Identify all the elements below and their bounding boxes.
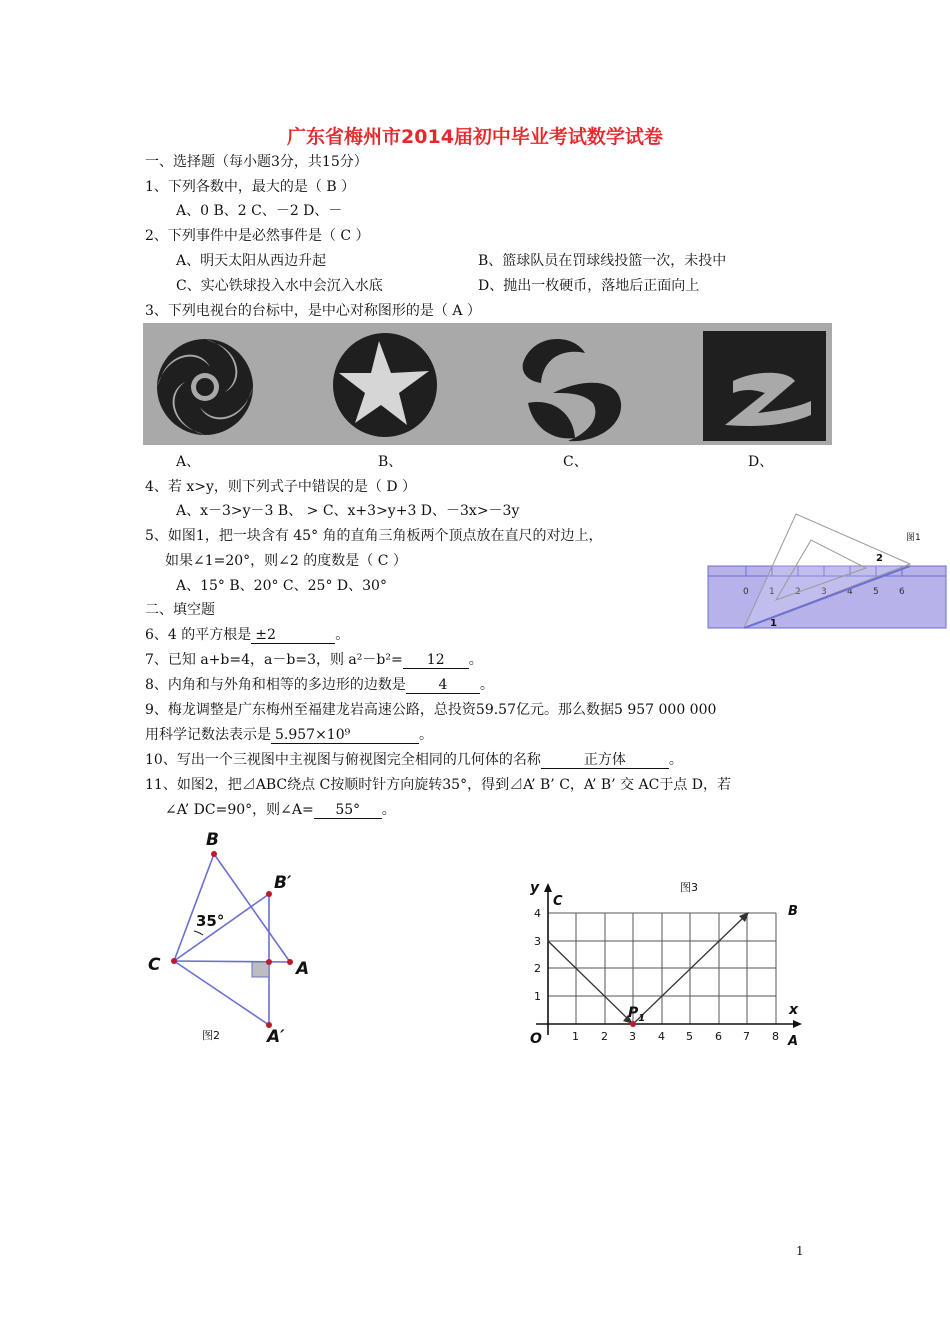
angle-1-label: 1 <box>770 618 777 629</box>
question-10-answer: 正方体 <box>541 752 669 769</box>
y-axis-label: y <box>530 880 540 896</box>
question-6-end: 。 <box>335 627 350 643</box>
question-9-line-2 <box>145 725 433 745</box>
question-9-text: 用科学记数法表示是 <box>145 727 271 743</box>
point-c <box>171 958 177 964</box>
x-tick-6: 6 <box>715 1030 722 1043</box>
question-5-line-2: 如果∠1=20°，则∠2 的度数是（ C ） <box>165 553 407 569</box>
logo-c-curves-icon <box>523 339 621 441</box>
x-tick-2: 2 <box>601 1030 608 1043</box>
question-9-end: 。 <box>419 727 433 743</box>
question-11-answer: 55° <box>314 802 382 819</box>
logo-label-a: A、 <box>176 454 201 470</box>
question-5-line-1: 5、如图1，把一块含有 45° 角的直角三角板两个顶点放在直尺的对边上， <box>145 528 603 544</box>
figure-1 <box>706 510 948 630</box>
logo-label-d: D、 <box>748 454 774 470</box>
question-9-line-1: 9、梅龙调整是广东梅州至福建龙岩高速公路，总投资59.57亿元。那么数据5 957 000 000 <box>145 702 717 718</box>
question-2-stem: 2、下列事件中是必然事件是（ C ） <box>145 228 370 244</box>
label-p-main: P <box>628 1005 639 1021</box>
question-3-stem: 3、下列电视台的台标中，是中心对称图形的是（ A ） <box>145 303 481 319</box>
y-tick-1: 1 <box>534 990 541 1003</box>
angle-2-label: 2 <box>876 553 883 564</box>
section-fill-heading: 二、填空题 <box>145 602 215 618</box>
y-tick-3: 3 <box>534 935 541 948</box>
y-tick-2: 2 <box>534 962 541 975</box>
question-2-option-c: C、实心铁球投入水中会沉入水底 <box>176 278 383 294</box>
logo-a-swirl-icon <box>157 339 253 435</box>
question-10-text: 10、写出一个三视图中主视图与俯视图完全相同的几何体的名称 <box>145 752 541 768</box>
question-8-text: 8、内角和与外角和相等的多边形的边数是 <box>145 677 406 693</box>
question-6-text: 6、4 的平方根是 <box>145 627 252 643</box>
question-7-end: 。 <box>468 652 483 668</box>
right-angle-mark <box>252 962 269 977</box>
tv-logos <box>143 323 832 445</box>
question-6-answer: ±2 <box>251 627 335 644</box>
question-4-options: A、x－3>y－3 B、 > C、x+3>y+3 D、－3x>－3y <box>176 503 520 519</box>
logo-b-star-icon <box>333 333 437 437</box>
question-7-text: 7、已知 a+b=4，a－b=3，则 a²－b²= <box>145 652 403 668</box>
question-10 <box>145 750 683 770</box>
logo-label-c: C、 <box>563 454 588 470</box>
point-b-prime <box>266 891 272 897</box>
x-tick-1: 1 <box>572 1030 579 1043</box>
question-4-stem: 4、若 x>y，则下列式子中错误的是（ D ） <box>145 479 417 495</box>
question-2-option-d: D、抛出一枚硬币，落地后正面向上 <box>478 278 700 294</box>
point-b <box>211 851 217 857</box>
question-2-option-a: A、明天太阳从西边升起 <box>176 253 327 269</box>
question-11-text: ∠A’ DC=90°，则∠A= <box>165 802 314 818</box>
figure-2-label: 图2 <box>202 1029 220 1042</box>
label-a: A <box>788 1034 799 1049</box>
y-tick-4: 4 <box>534 907 541 920</box>
ruler-tick-4: 4 <box>847 587 853 597</box>
x-tick-3: 3 <box>629 1030 636 1043</box>
question-10-end: 。 <box>668 752 683 768</box>
logo-d-square-icon <box>703 331 826 441</box>
label-c: C <box>148 955 161 975</box>
question-1-stem: 1、下列各数中，最大的是（ B ） <box>145 179 356 195</box>
label-a-prime: A′ <box>267 1027 285 1047</box>
x-tick-5: 5 <box>686 1030 693 1043</box>
question-7 <box>145 650 483 670</box>
section-choice-heading: 一、选择题（每小题3分，共15分） <box>145 154 368 170</box>
figure-3 <box>520 875 810 1050</box>
x-tick-8: 8 <box>772 1030 779 1043</box>
question-11-line-2 <box>165 800 396 820</box>
angle-35-label: 35° <box>196 912 225 930</box>
question-9-answer: 5.957×10⁹ <box>271 727 419 744</box>
tv-logos-image <box>143 323 832 445</box>
question-8 <box>145 675 494 695</box>
figure-1-label: 图1 <box>906 533 921 543</box>
question-8-answer: 4 <box>406 677 480 694</box>
ruler-tick-5: 5 <box>873 587 879 597</box>
label-b: B <box>788 904 798 919</box>
origin-label: O <box>530 1031 542 1047</box>
logo-label-b: B、 <box>378 454 403 470</box>
question-6 <box>145 625 349 645</box>
x-tick-7: 7 <box>743 1030 750 1043</box>
question-5-options: A、15° B、20° C、25° D、30° <box>176 578 387 594</box>
figure-2 <box>140 825 340 1055</box>
point-p1 <box>630 1021 636 1027</box>
x-tick-4: 4 <box>658 1030 665 1043</box>
x-axis-label: x <box>789 1002 799 1018</box>
label-b: B <box>206 830 219 850</box>
figure-3-label: 图3 <box>680 881 698 894</box>
question-8-end: 。 <box>479 677 494 693</box>
point-a <box>287 959 293 965</box>
label-b-prime: B′ <box>274 873 292 893</box>
question-11-line-1: 11、如图2，把⊿ABC绕点 C按顺时针方向旋转35°，得到⊿A’ B’ C，A’ B’ 交 AC于点 D，若 <box>145 777 732 793</box>
point-d <box>266 959 272 965</box>
page-number: 1 <box>796 1244 804 1258</box>
label-a: A <box>296 959 310 979</box>
ruler-tick-6: 6 <box>899 587 905 597</box>
ruler-tick-0: 0 <box>743 587 749 597</box>
page-title: 广东省梅州市2014届初中毕业考试数学试卷 <box>287 126 663 148</box>
label-c: C <box>553 894 563 909</box>
question-2-option-b: B、篮球队员在罚球线投篮一次，未投中 <box>478 253 727 269</box>
question-1-options: A、0 B、2 C、－2 D、－ <box>176 203 343 219</box>
label-p-subscript: 1 <box>638 1013 646 1024</box>
question-7-answer: 12 <box>403 652 469 669</box>
question-11-end: 。 <box>381 802 396 818</box>
